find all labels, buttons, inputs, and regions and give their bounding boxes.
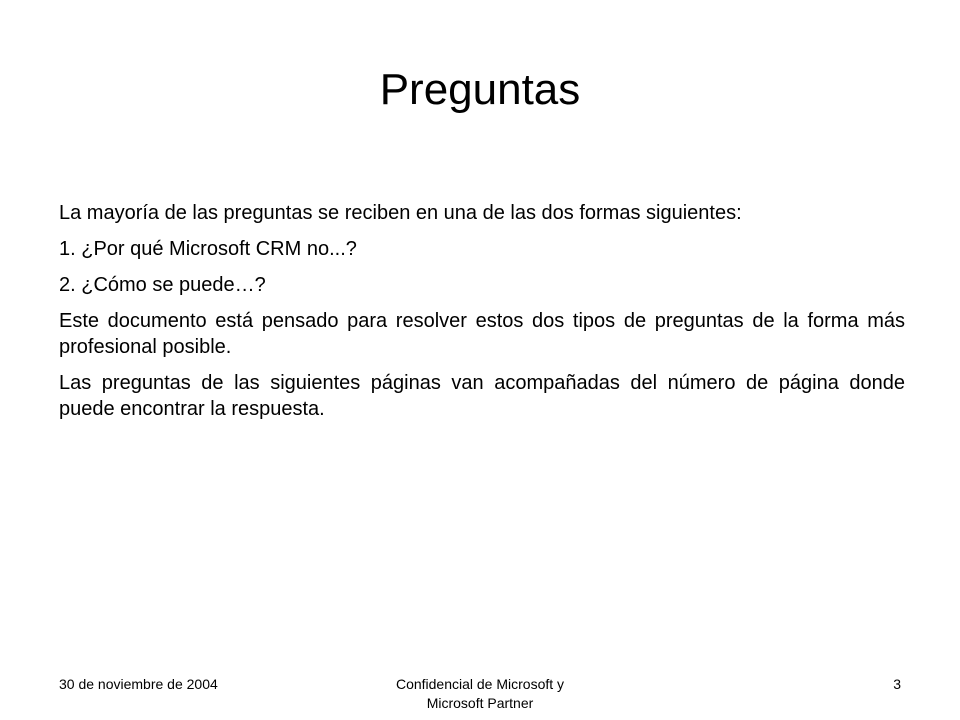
page-reference-paragraph: Las preguntas de las siguientes páginas van acompañadas del número de página donde puede encontrar la respuesta. <box>59 372 905 420</box>
footer-confidential <box>340 675 620 713</box>
footer-date: 30 de noviembre de 2004 <box>59 676 218 692</box>
question-item-1: 1. ¿Por qué Microsoft CRM no...? <box>59 238 357 260</box>
footer-confidential-line-2: Microsoft Partner <box>426 695 534 711</box>
question-item-2: 2. ¿Cómo se puede…? <box>59 274 266 296</box>
intro-paragraph: La mayoría de las preguntas se reciben en una de las dos formas siguientes: <box>59 202 742 224</box>
slide-body <box>59 200 905 432</box>
footer-page-number: 3 <box>893 676 901 692</box>
slide-title: Preguntas <box>379 65 581 114</box>
footer-confidential-line-1: Confidencial de Microsoft y <box>395 676 565 692</box>
purpose-paragraph: Este documento está pensado para resolver estos dos tipos de preguntas de la forma más profesional posible. <box>59 310 905 358</box>
